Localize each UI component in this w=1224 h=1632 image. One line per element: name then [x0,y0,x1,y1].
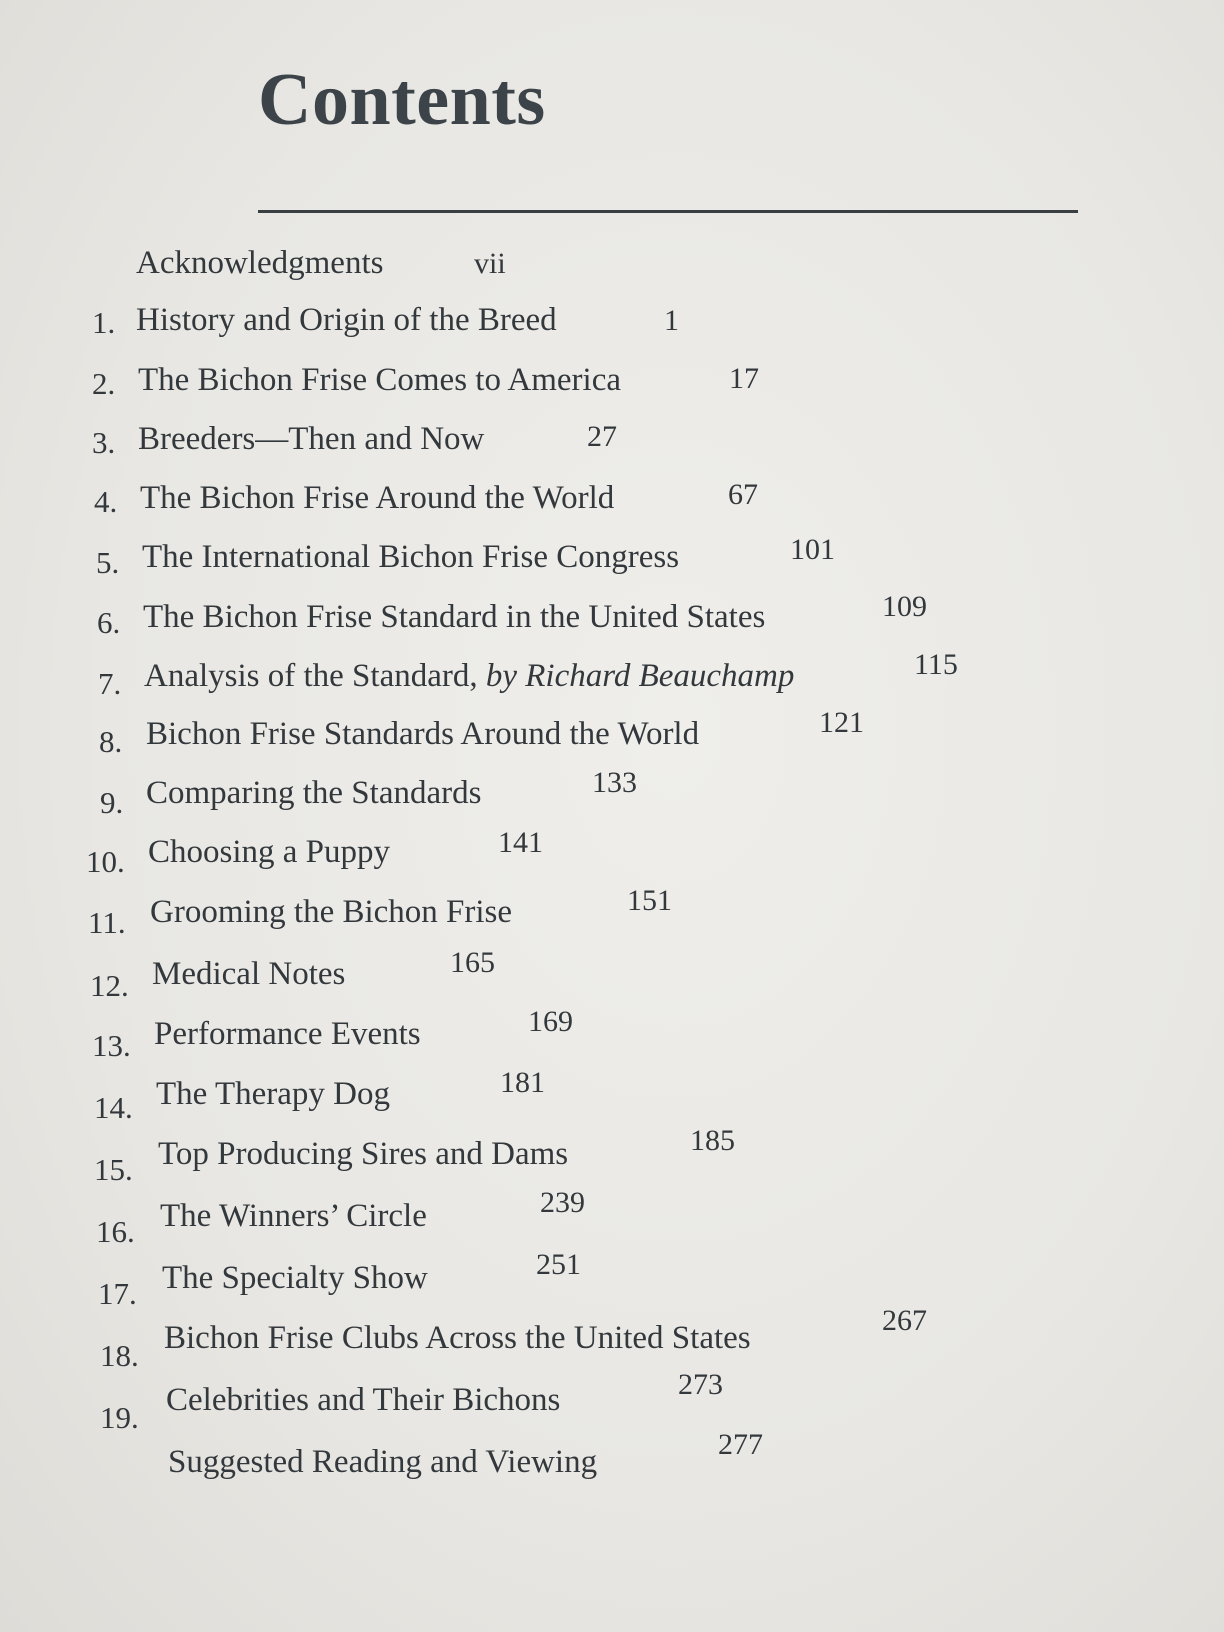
toc-entry-page: 169 [528,1005,573,1038]
toc-entry-title-main: Analysis of the Standard, [144,658,486,694]
toc-entry-page: 109 [882,590,927,623]
toc-entry-title: The Bichon Frise Comes to America [138,362,621,398]
toc-entry-title: Medical Notes [152,956,346,992]
toc-entry-page: 1 [664,304,679,337]
toc-entry-number: 13. [92,1028,131,1063]
toc-entry-page: 273 [678,1368,723,1401]
toc-entry-page: 141 [498,826,543,859]
toc-entry-title: The Therapy Dog [156,1076,390,1112]
toc-entry-page: 151 [627,884,672,917]
toc-entry-title: The Bichon Frise Standard in the United States [143,599,766,635]
toc-entry-title: The International Bichon Frise Congress [142,539,680,575]
toc-entry-author: by Richard Beauchamp [485,658,795,694]
toc-entry-page: 133 [592,766,637,799]
toc-entry-number: 11. [88,905,126,940]
toc-entry-number: 18. [100,1338,139,1373]
page-title: Contents [258,59,546,141]
toc-entry-number: 19. [100,1400,139,1435]
toc-entry-page: 277 [718,1428,763,1461]
toc-entry-title: Bichon Frise Standards Around the World [146,716,700,752]
toc-entry-number: 5. [96,545,120,580]
toc-entry-number: 8. [99,724,123,759]
toc-entry-number: 12. [90,968,129,1003]
toc-entry-page: 267 [882,1304,927,1337]
toc-entry-title: The Specialty Show [162,1260,428,1296]
toc-entry-number: 3. [92,425,116,460]
toc-entry-page: 239 [540,1186,585,1219]
toc-entry-number: 16. [96,1214,135,1249]
toc-entry-title: Top Producing Sires and Dams [158,1136,569,1172]
toc-entry-number: 15. [94,1152,133,1187]
toc-entry-title: Suggested Reading and Viewing [168,1444,598,1480]
toc-entry-title: Acknowledgments [136,245,384,281]
toc-entry-page: 27 [587,420,617,453]
toc-entry-number: 1. [92,305,116,340]
toc-entry-title: Grooming the Bichon Frise [150,894,513,930]
toc-entry-page: vii [474,247,506,280]
toc-entry-page: 17 [729,362,759,395]
toc-entry-number: 10. [86,844,125,879]
toc-entry-title: Comparing the Standards [146,775,482,811]
toc-entry-page: 251 [536,1248,581,1281]
toc-entry-number: 9. [100,785,124,820]
toc-entry-title [144,658,794,695]
toc-entry-number: 14. [94,1090,133,1125]
toc-entry-number: 2. [92,366,116,401]
toc-entry-title: Performance Events [154,1016,421,1052]
toc-entry-page: 185 [690,1124,735,1157]
toc-entry-title: History and Origin of the Breed [136,302,557,338]
toc-entry-number: 6. [97,605,121,640]
toc-entry-page: 181 [500,1066,545,1099]
toc-entry-number: 7. [98,666,122,701]
toc-entry-number: 4. [94,484,118,519]
toc-entry-page: 67 [728,478,758,511]
toc-entry-title: The Bichon Frise Around the World [140,480,615,516]
toc-entry-page: 101 [790,533,835,566]
toc-entry-number: 17. [98,1276,137,1311]
toc-entry-title: Celebrities and Their Bichons [166,1382,561,1418]
toc-entry-title: Bichon Frise Clubs Across the United States [164,1320,751,1356]
toc-entry-page: 115 [914,648,958,681]
toc-entry-title: Breeders—Then and Now [138,421,485,457]
toc-entry-title: The Winners’ Circle [160,1198,427,1234]
toc-entry-page: 165 [450,946,495,979]
toc-entry-title: Choosing a Puppy [148,834,391,870]
toc-entry-page: 121 [819,706,864,739]
